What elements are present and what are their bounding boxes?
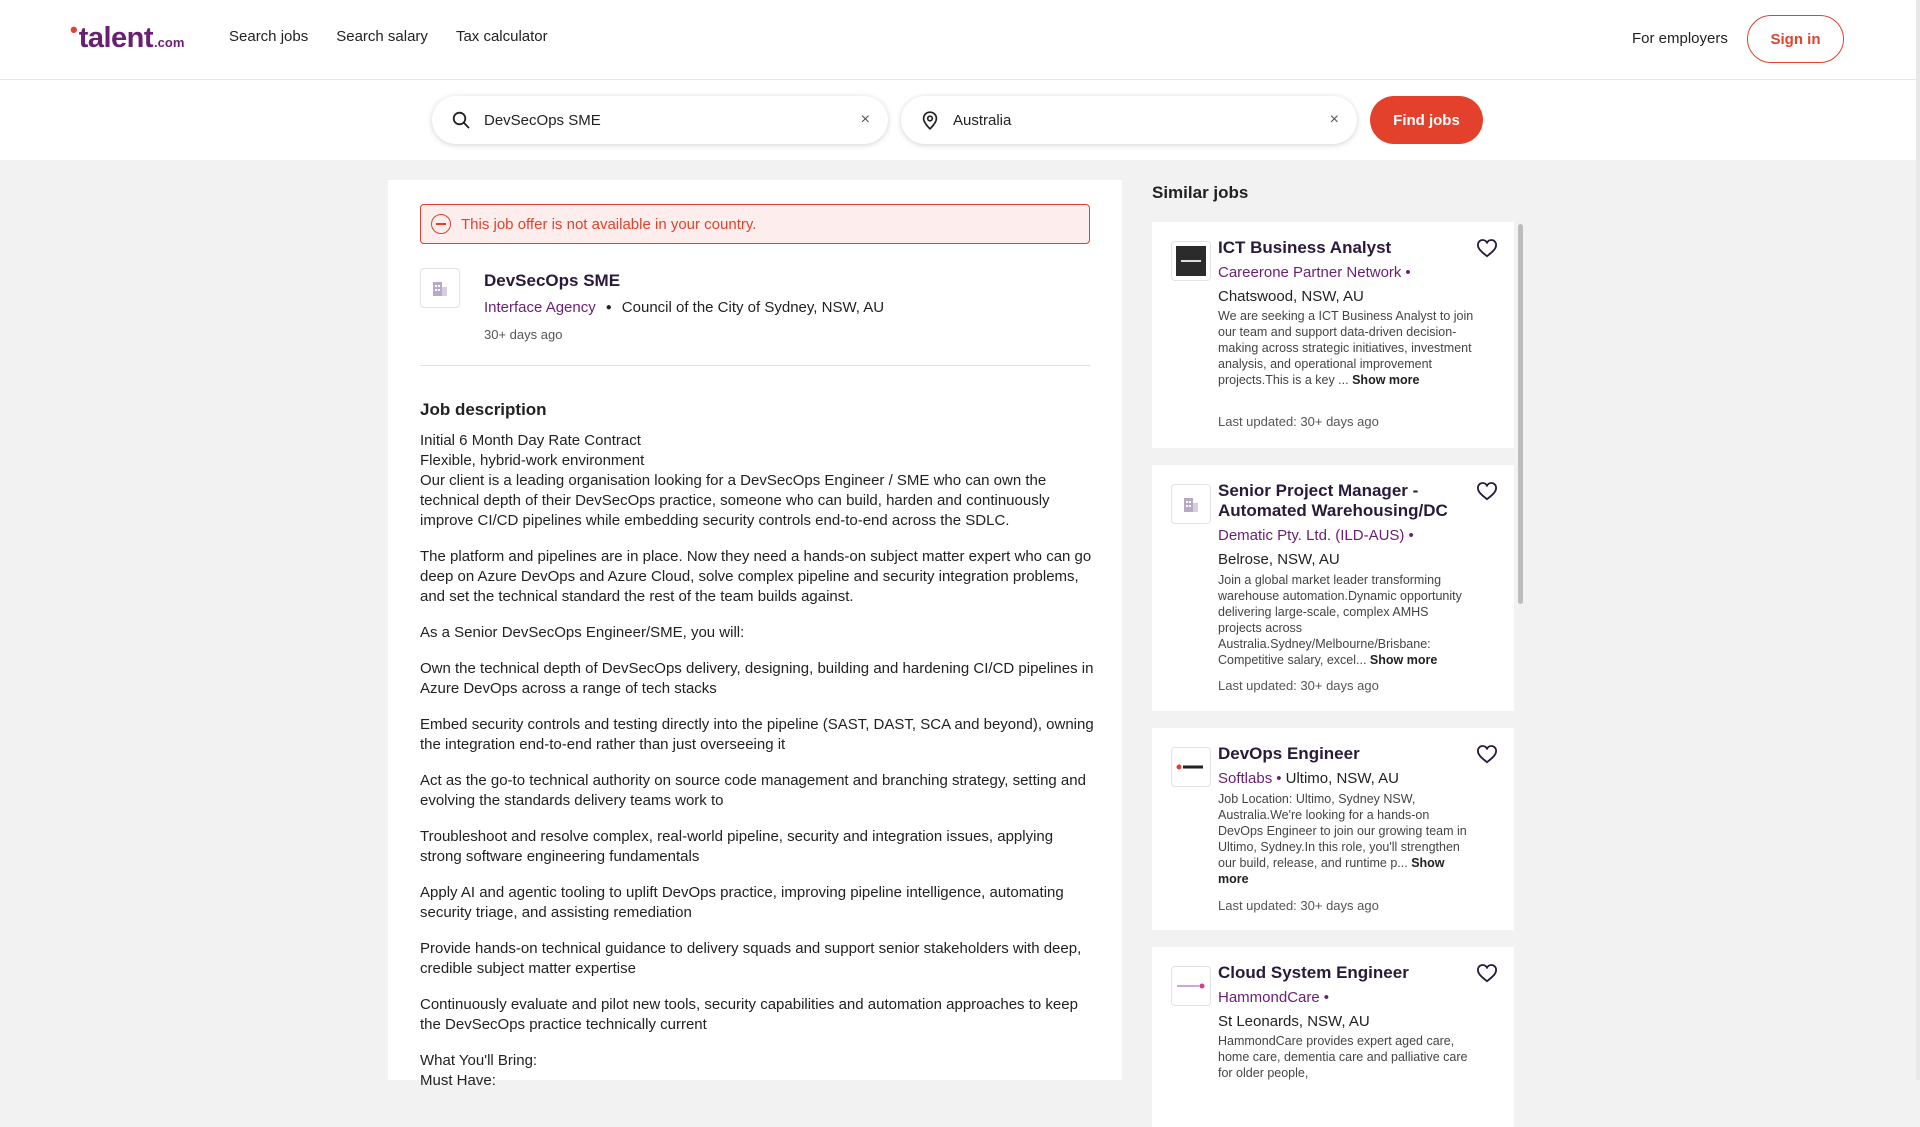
card-company [1218,527,1414,544]
card-title[interactable]: ICT Business Analyst [1218,238,1392,257]
description-paragraph: Flexible, hybrid-work environment [420,452,645,469]
description-paragraph: Apply AI and agentic tooling to uplift DevOps practice, improving pipeline intelligence, automating security triage, and assisting remediation [420,884,1064,921]
description-paragraph: Embed security controls and testing directly into the pipeline (SAST, DAST, SCA and beyond), owning the integration end-to-end rather than just overseeing it [420,716,1094,753]
description-paragraph: Initial 6 Month Day Rate Contract [420,432,641,449]
bullet: • [1323,989,1329,1006]
page-scrollbar[interactable] [1916,0,1920,1080]
logo-dot: • [70,17,78,42]
alert-text: This job offer is not available in your country. [461,215,757,233]
similar-jobs-list [1152,222,1524,1080]
description-paragraph: Troubleshoot and resolve complex, real-world pipeline, security and integration issues, applying strong software engineering fundamentals [420,828,1054,865]
keyword-search-field[interactable] [432,96,888,144]
similar-job-card[interactable] [1152,947,1514,1127]
card-company [1218,989,1329,1006]
heart-icon[interactable] [1476,238,1498,258]
card-title[interactable]: Senior Project Manager - Automated Warehousing/DC [1218,481,1448,520]
card-location: St Leonards, NSW, AU [1218,1013,1370,1030]
card-updated: Last updated: 30+ days ago [1218,898,1379,913]
card-snippet [1218,308,1474,388]
card-company [1218,770,1399,787]
logo-suffix: .com [154,35,185,50]
similar-jobs-heading: Similar jobs [1152,183,1249,202]
company-logo [1171,241,1211,281]
nav-search-jobs[interactable]: Search jobs [229,28,309,45]
for-employers-link[interactable]: For employers [1632,30,1728,47]
bullet: • [1276,770,1282,787]
building-icon [1181,494,1201,514]
main-nav [229,28,548,45]
minus-circle-icon [431,214,451,234]
similar-job-card[interactable] [1152,222,1514,448]
logo-word: talent [78,22,154,54]
unavailable-alert [420,204,1090,244]
location-search-field[interactable] [901,96,1357,144]
description-paragraph: As a Senior DevSecOps Engineer/SME, you will: [420,624,745,641]
card-title[interactable]: DevOps Engineer [1218,744,1360,763]
show-more-link[interactable]: Show more [1352,373,1420,387]
find-jobs-button[interactable]: Find jobs [1370,96,1483,144]
card-company-name: HammondCare [1218,989,1320,1006]
card-snippet-text: We are seeking a ICT Business Analyst to join our team and support data-driven decision-making across strategic initiatives, investment analysis, and operational improvement projects.This is a key ... [1218,309,1474,387]
card-snippet-text: Join a global market leader transforming warehouse automation.Dynamic opportunity delivering large-scale, complex AMHS projects across Australia.Sydney/Melbourne/Brisbane: Competitive salary, excel... [1218,573,1462,667]
nav-tax-calculator[interactable]: Tax calculator [455,28,548,45]
bullet: • [1408,527,1414,544]
hammondcare-logo [1176,982,1206,990]
job-location: Council of the City of Sydney, NSW, AU [621,299,885,316]
card-snippet-text: HammondCare provides expert aged care, home care, dementia care and palliative care for older people, [1218,1034,1468,1080]
similar-job-card[interactable] [1152,728,1514,930]
show-more-link[interactable]: Show more [1218,856,1445,886]
job-meta [484,299,884,316]
job-company[interactable]: Interface Agency [484,299,596,316]
similar-jobs-scrollbar[interactable] [1518,224,1523,604]
job-detail-panel [388,180,1122,1089]
sign-in-button[interactable]: Sign in [1747,15,1844,63]
talent-logo[interactable] [70,17,185,56]
company-logo [1171,484,1211,524]
similar-job-card[interactable] [1152,465,1514,711]
card-location: Chatswood, NSW, AU [1218,288,1364,305]
heart-icon[interactable] [1476,963,1498,983]
card-updated: Last updated: 30+ days ago [1218,678,1379,693]
job-description [420,431,1094,1091]
keyword-input[interactable]: DevSecOps SME [484,111,601,129]
heart-icon[interactable] [1476,744,1498,764]
job-age: 30+ days ago [484,327,563,342]
description-paragraph: Provide hands-on technical guidance to delivery squads and support senior stakeholders with deep, credible subject matter expertise [420,940,1082,977]
search-band [0,80,1916,160]
company-logo [420,268,460,308]
nav-search-salary[interactable]: Search salary [336,28,428,45]
heart-icon[interactable] [1476,481,1498,501]
description-paragraph: Act as the go-to technical authority on source code management and branching strategy, setting and evolving the standards delivery teams work to [420,772,1086,809]
description-paragraph: Must Have: [420,1072,496,1089]
top-header [0,0,1916,80]
card-snippet [1218,1033,1474,1081]
company-logo [1171,966,1211,1006]
clear-location-icon[interactable]: × [1329,111,1339,128]
description-paragraph: What You'll Bring: [420,1052,538,1069]
meta-separator: ● [605,302,612,313]
description-paragraph: The platform and pipelines are in place. Now they need a hands-on subject matter expert who can go deep on Azure DevOps and Azure Cloud, solve complex pipeline and security integration problems, and set the technical standard the rest of the team builds against. [420,548,1092,605]
show-more-link[interactable]: Show more [1369,653,1438,667]
card-company-name: Softlabs [1218,770,1273,787]
card-snippet [1218,791,1474,887]
card-location: Ultimo, NSW, AU [1285,770,1399,787]
clear-keyword-icon[interactable]: × [860,111,870,128]
description-paragraph: Our client is a leading organisation looking for a DevSecOps Engineer / SME who can own the technical depth of their DevSecOps practice, someone who can build, harden and continuously improve CI/CD pipelines while embedding security controls end-to-end across the SDLC. [420,472,1050,529]
location-pin-icon [919,109,941,131]
card-company-name: Careerone Partner Network [1218,264,1402,281]
description-paragraph: Continuously evaluate and pilot new tools, security capabilities and automation approaches to keep the DevSecOps practice technically current [420,996,1078,1033]
card-title[interactable]: Cloud System Engineer [1218,963,1409,982]
job-title: DevSecOps SME [484,271,621,290]
card-company-name: Dematic Pty. Ltd. (ILD-AUS) [1218,527,1405,544]
card-location: Belrose, NSW, AU [1218,551,1340,568]
divider [420,365,1090,366]
company-logo [1171,747,1211,787]
card-snippet-text: Job Location: Ultimo, Sydney NSW, Australia.We're looking for a hands-on DevOps Engineer to join our growing team in Ultimo, Sydney.In this role, you'll strengthen our build, release, and runtime p... [1218,792,1467,870]
card-snippet [1218,572,1474,668]
description-heading: Job description [420,400,547,419]
description-paragraph: Own the technical depth of DevSecOps delivery, designing, building and hardening CI/CD pipelines in Azure DevOps across a range of tech stacks [420,660,1094,697]
search-icon [450,109,472,131]
bullet: • [1405,264,1411,281]
card-company [1218,264,1411,281]
softlabs-logo [1176,762,1206,772]
card-updated: Last updated: 30+ days ago [1218,414,1379,429]
location-input[interactable]: Australia [953,111,1012,129]
building-icon [430,278,450,298]
